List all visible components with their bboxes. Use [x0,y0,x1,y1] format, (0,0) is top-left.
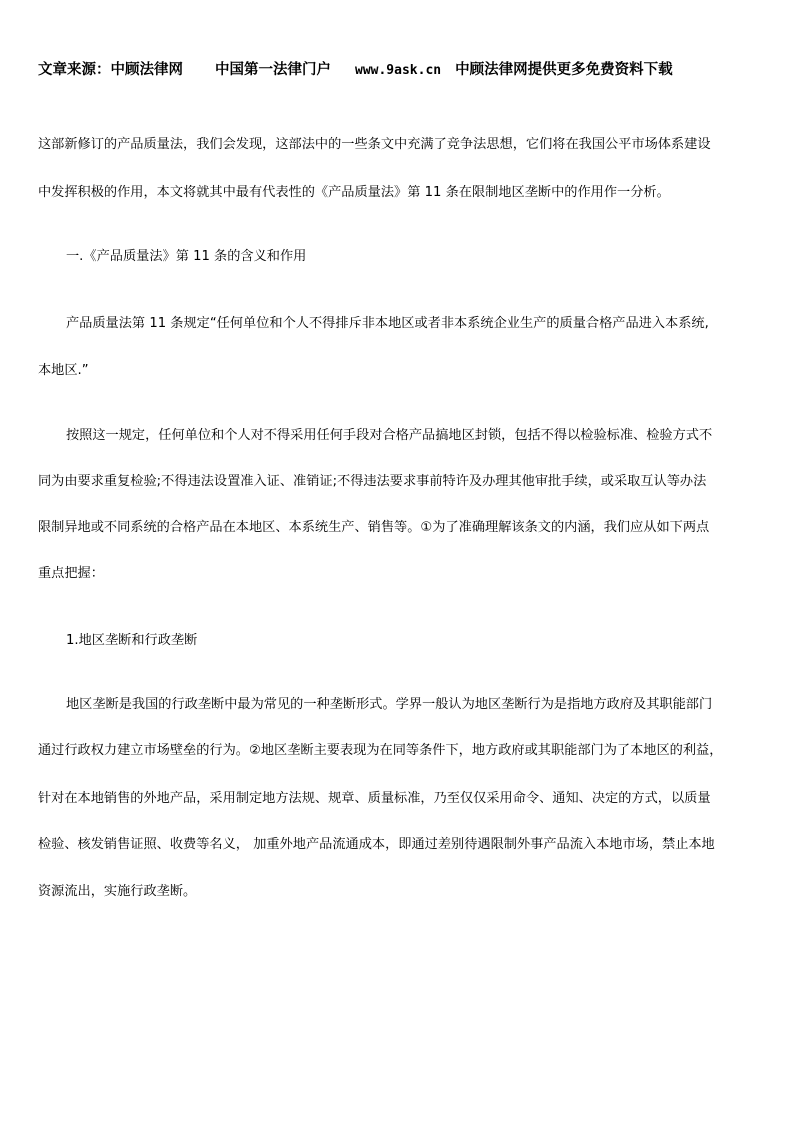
paragraph-4-line-3: 针对在本地销售的外地产品，采用制定地方法规、规章、质量标准，乃至仅仅采用命令、通知、决定的方式，以质量 [38,791,711,806]
paragraph-2-line-2: 本地区.” [38,363,89,378]
paragraph-3-line-2: 同为由要求重复检验;不得违法设置准入证、准销证;不得违法要求事前特许及办理其他审批手续，或采取互认等办法 [38,474,707,489]
paragraph-3-line-1: 按照这一规定，任何单位和个人对不得采用任何手段对合格产品搞地区封锁，包括不得以检验标准、检验方式不 [66,428,713,443]
header-promo: 中顾法律网提供更多免费资料下载 [455,62,673,78]
paragraph-4-line-5: 资源流出，实施行政垄断。 [38,884,197,899]
paragraph-3-line-3: 限制异地或不同系统的合格产品在本地区、本系统生产、销售等。①为了准确理解该条文的内涵，我们应从如下两点 [38,520,710,535]
paragraph-3-line-4: 重点把握： [38,566,104,581]
paragraph-1-line-1: 这部新修订的产品质量法，我们会发现，这部法中的一些条文中充满了竞争法思想，它们将在我国公平市场体系建设 [38,137,711,152]
paragraph-4-line-2: 通过行政权力建立市场壁垒的行为。②地区垄断主要表现为在同等条件下，地方政府或其职能部门为了本地区的利益， [38,743,723,758]
section-heading-2: 1.地区垄断和行政垄断 [66,633,198,648]
paragraph-4-line-4: 检验、核发销售证照、收费等名义， 加重外地产品流通成本，即通过差别待遇限制外事产品流入本地市场，禁止本地 [38,837,715,852]
paragraph-4-line-1: 地区垄断是我国的行政垄断中最为常见的一种垄断形式。学界一般认为地区垄断行为是指地方政府及其职能部门 [66,697,713,712]
header-url[interactable]: www.9ask.cn [355,63,442,78]
paragraph-1-line-2: 中发挥积极的作用，本文将就其中最有代表性的《产品质量法》第 11 条在限制地区垄断中的作用作一分析。 [38,185,670,200]
paragraph-2-line-1: 产品质量法第 11 条规定“任何单位和个人不得排斥非本地区或者非本系统企业生产的质量合格产品进入本系统, [66,316,709,331]
header-source: 文章来源：中顾法律网 [38,62,183,78]
page-header [38,60,768,81]
header-slogan: 中国第一法律门户 [215,62,331,78]
section-heading-1: 一.《产品质量法》第 11 条的含义和作用 [66,249,307,264]
